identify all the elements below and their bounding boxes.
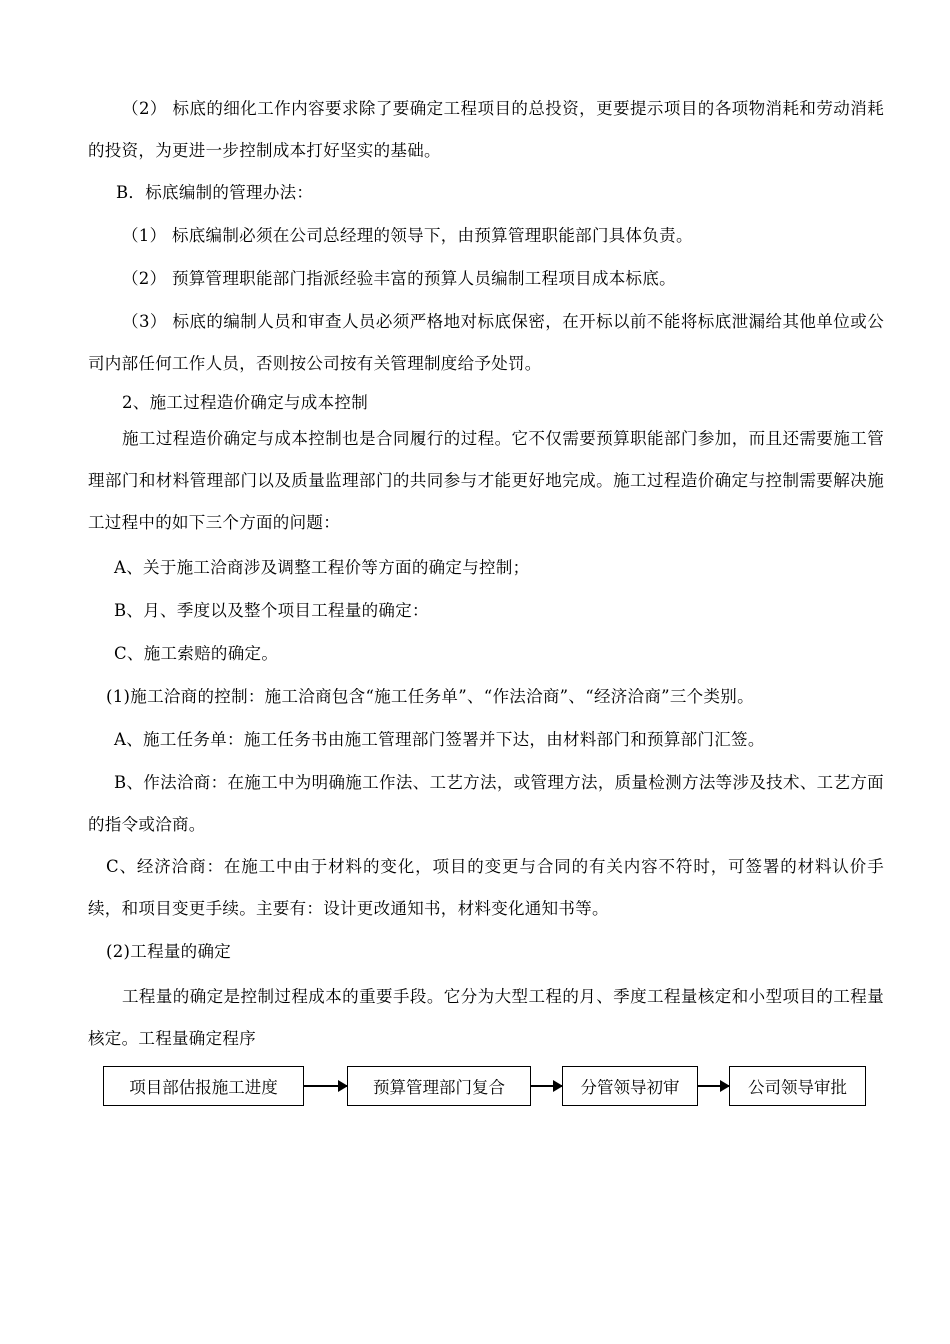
flow-step-3: 分管领导初审 — [562, 1066, 698, 1106]
heading-standard-management: B．标底编制的管理办法： — [116, 183, 314, 202]
paragraph-construction-process: 施工过程造价确定与成本控制也是合同履行的过程。它不仅需要预算职能部门参加，而且还需要施工管理部门和材料管理部门以及质量监理部门的共同参与才能更好地完成。施工过程造价确定与控制需要解决施工过程中的如下三个方面的问题： — [88, 429, 884, 532]
list-item-a: A、关于施工洽商涉及调整工程价等方面的确定与控制； — [114, 558, 530, 577]
list-item-c: C、施工索赔的确定。 — [114, 644, 279, 663]
paragraph-task-order: A、施工任务单：施工任务书由施工管理部门签署并下达，由材料部门和预算部门汇签。 — [114, 730, 765, 749]
flow-step-4: 公司领导审批 — [729, 1066, 866, 1106]
flow-step-2: 预算管理部门复合 — [347, 1066, 531, 1106]
paragraph-standard-detail: （2） 标底的细化工作内容要求除了要确定工程项目的总投资，更要提示项目的各项物消耗和劳动消耗的投资，为更进一步控制成本打好坚实的基础。 — [88, 99, 884, 160]
paragraph-quantity: 工程量的确定是控制过程成本的重要手段。它分为大型工程的月、季度工程量核定和小型项目的工程量核定。工程量确定程序 — [88, 987, 884, 1048]
paragraph-rule-3: （3） 标底的编制人员和审查人员必须严格地对标底保密，在开标以前不能将标底泄漏给其他单位或公司内部任何工作人员，否则按公司按有关管理制度给予处罚。 — [88, 312, 884, 373]
flow-step-1: 项目部估报施工进度 — [103, 1066, 304, 1106]
flow-arrow-3 — [698, 1085, 729, 1087]
heading-quantity: (2)工程量的确定 — [106, 942, 232, 961]
paragraph-rule-1: （1） 标底编制必须在公司总经理的领导下，由预算管理职能部门具体负责。 — [122, 226, 693, 245]
list-item-b: B、月、季度以及整个项目工程量的确定： — [114, 601, 429, 620]
paragraph-economic-negotiation: C、经济洽商：在施工中由于材料的变化，项目的变更与合同的有关内容不符时，可签署的材料认价手续，和项目变更手续。主要有：设计更改通知书，材料变化通知书等。 — [88, 857, 884, 918]
process-flowchart — [0, 1060, 950, 1120]
paragraph-method-negotiation: B、作法洽商：在施工中为明确施工作法、工艺方法，或管理方法，质量检测方法等涉及技术、工艺方面的指令或洽商。 — [88, 773, 884, 834]
heading-construction-cost: 2、施工过程造价确定与成本控制 — [122, 393, 368, 412]
heading-negotiation-control: (1)施工洽商的控制：施工洽商包含“施工任务单”、“作法洽商”、“经济洽商”三个类别。 — [106, 687, 754, 706]
paragraph-rule-2: （2） 预算管理职能部门指派经验丰富的预算人员编制工程项目成本标底。 — [122, 269, 676, 288]
flow-arrow-1 — [304, 1085, 347, 1087]
flow-arrow-2 — [531, 1085, 562, 1087]
